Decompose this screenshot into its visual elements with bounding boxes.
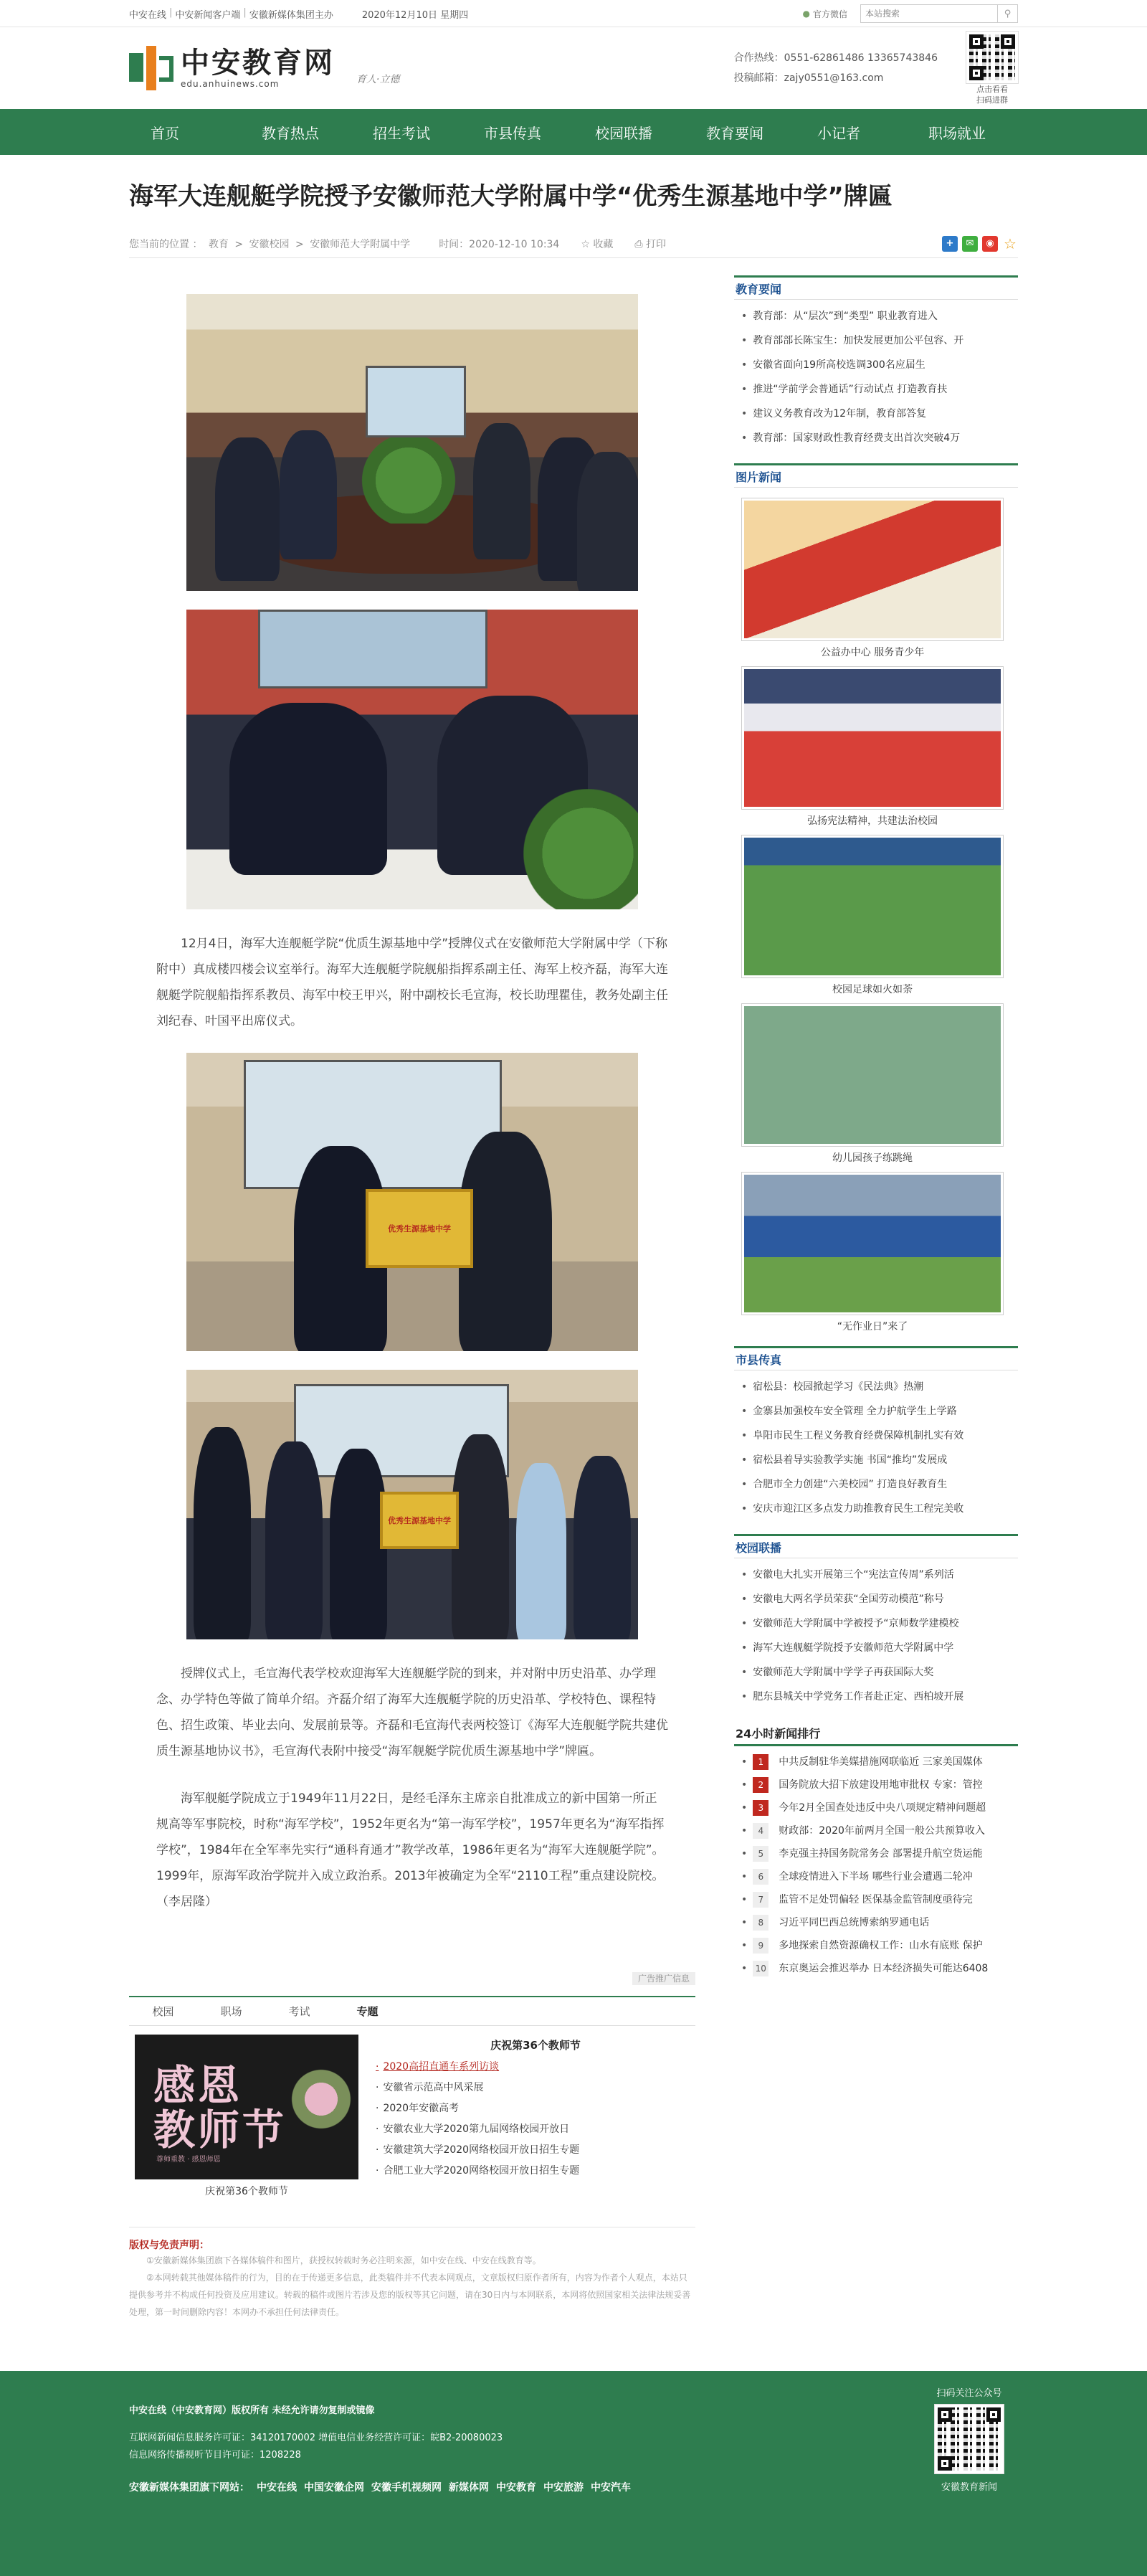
rank-number: • 9 bbox=[753, 1938, 768, 1954]
top-link-group[interactable]: 安徽新媒体集团主办 bbox=[249, 9, 333, 21]
list-item[interactable]: • 宿松县着导实验教学实施 书国“推均”发展成 bbox=[741, 1448, 1018, 1472]
list-item[interactable]: • 安徽师范大学附属中学被授予“京师数学建模校 bbox=[741, 1611, 1018, 1636]
plaque-image: 优秀生源基地中学 bbox=[380, 1492, 459, 1549]
ad-tag bbox=[129, 1971, 695, 1984]
breadcrumb-sep: > bbox=[234, 238, 244, 250]
list-item[interactable]: • 安庆市迎江区多点发力助推教育民生工程完美收 bbox=[741, 1497, 1018, 1521]
rank-item[interactable] bbox=[741, 1957, 1018, 1980]
footer-qr-top: 扫码关注公众号 bbox=[936, 2388, 1002, 2399]
footer-link[interactable]: 中安旅游 bbox=[543, 2482, 584, 2494]
breadcrumb-campus[interactable]: 安徽校园 bbox=[249, 238, 290, 250]
footer-qr-bottom: 安徽教育新闻 bbox=[941, 2482, 997, 2493]
list-item[interactable]: • 推进“学前学会普通话”行动试点 打造教育扶 bbox=[741, 377, 1018, 402]
campus-title: 校园联播 bbox=[736, 1540, 782, 1555]
rank-item[interactable] bbox=[741, 1865, 1018, 1888]
list-item[interactable]: • 教育部：国家财政性教育经费支出首次突破4万 bbox=[741, 426, 1018, 450]
site-footer bbox=[0, 2371, 1147, 2576]
pic-news-item[interactable] bbox=[741, 835, 1004, 996]
rank-item[interactable] bbox=[741, 1751, 1018, 1774]
nav-hot[interactable]: 教育热点 bbox=[262, 124, 319, 142]
email: 投稿邮箱：zajy0551@163.com bbox=[733, 72, 884, 84]
list-item[interactable]: • 安徽电大扎实开展第三个“宪法宣传周”系列活 bbox=[741, 1563, 1018, 1587]
nav-news[interactable]: 教育要闻 bbox=[706, 124, 763, 142]
photo-meeting bbox=[186, 294, 638, 591]
edu-news-box bbox=[734, 275, 1018, 450]
top-sep: | bbox=[169, 6, 173, 18]
rank-number: • 6 bbox=[753, 1869, 768, 1885]
rank-text: 东京奥运会推迟举办 日本经济损失可能达6408 bbox=[779, 1963, 989, 1974]
photo-plaque bbox=[186, 1053, 638, 1351]
article-title: 海军大连舰艇学院授予安徽师范大学附属中学“优秀生源基地中学”牌匾 bbox=[129, 182, 893, 211]
wechat-share-icon[interactable]: ✉ bbox=[962, 236, 978, 252]
pic-news-caption: “无作业日”来了 bbox=[837, 1321, 908, 1332]
qr-code-icon bbox=[966, 32, 1018, 83]
pic-news-caption: 校园足球如火如荼 bbox=[832, 984, 913, 995]
pic-news-item[interactable] bbox=[741, 1003, 1004, 1165]
nav-career[interactable]: 职场就业 bbox=[928, 124, 986, 142]
publish-time: 时间：2020-12-10 10:34 bbox=[439, 238, 560, 250]
list-item[interactable]: · 2020年安徽高考 bbox=[376, 2098, 695, 2119]
rank-title: 24小时新闻排行 bbox=[736, 1727, 821, 1741]
list-item[interactable]: • 教育部：从“层次”到“类型” 职业教育进入 bbox=[741, 304, 1018, 328]
rank-text: 全球疫情进入下半场 哪些行业会遭遇二轮冲 bbox=[779, 1871, 973, 1883]
qr-caption-1: 点击看看 bbox=[976, 85, 1008, 94]
rank-item[interactable] bbox=[741, 1888, 1018, 1911]
list-item[interactable]: · 安徽省示范高中风采展 bbox=[376, 2078, 695, 2098]
teachers-day-subtext: 尊师重教 · 感恩师恩 bbox=[156, 2156, 221, 2164]
share-bar bbox=[942, 236, 1018, 252]
footer-link[interactable]: 新媒体网 bbox=[449, 2482, 489, 2494]
rank-text: 中共反制驻华美媒措施网联临近 三家美国媒体 bbox=[779, 1756, 983, 1768]
county-title: 市县传真 bbox=[736, 1353, 782, 1367]
special-list bbox=[376, 2035, 695, 2195]
weixin-link[interactable] bbox=[803, 8, 848, 20]
tab-exam[interactable]: 考试 bbox=[288, 2005, 310, 2018]
weibo-share-icon[interactable]: ◉ bbox=[982, 236, 998, 252]
footer-link[interactable]: 中安在线 bbox=[257, 2482, 297, 2494]
nav-home[interactable]: 首页 bbox=[151, 124, 179, 142]
edu-news-title: 教育要闻 bbox=[736, 282, 782, 296]
search-input[interactable] bbox=[861, 5, 997, 22]
nav-county[interactable]: 市县传真 bbox=[484, 124, 541, 142]
copyright-line: ①安徽新媒体集团旗下各媒体稿件和图片，获授权转载时务必注明来源，如中安在线、中安在线教育等。 bbox=[146, 2255, 541, 2265]
rank-text: 财政部：2020年前两月全国一般公共预算收入 bbox=[779, 1825, 985, 1837]
footer-license-2: 信息网络传播视听节目许可证：1208228 bbox=[129, 2450, 301, 2461]
photo-group bbox=[186, 1370, 638, 1639]
favorite-button[interactable]: ☆ 收藏 bbox=[581, 238, 614, 250]
footer-link[interactable]: 中安教育 bbox=[496, 2482, 536, 2494]
footer-link[interactable]: 中国安徽企网 bbox=[304, 2482, 364, 2494]
logo-slogan: 育人·立德 bbox=[356, 74, 400, 85]
pic-news-caption: 幼儿园孩子练跳绳 bbox=[832, 1152, 913, 1164]
ad-tag-label: 广告推广信息 bbox=[632, 1972, 695, 1985]
rank-text: 多地探索自然资源确权工作：山水有底账 保护 bbox=[779, 1940, 983, 1951]
rank-text: 李克强主持国务院常务会 部署提升航空货运能 bbox=[779, 1848, 983, 1860]
footer-links bbox=[129, 2480, 1018, 2494]
top-date: 2020年12月10日 星期四 bbox=[361, 9, 469, 21]
paragraph-2: 授牌仪式上，毛宣海代表学校欢迎海军大连舰艇学院的到来，并对附中历史沿革、办学理念、办学特色等做了简单介绍。齐磊介绍了海军大连舰艇学院的历史沿革、学校特色、课程特色、招生政策、毕业去向、发展前景等。齐磊和毛宣海代表两校签订《海军大连舰艇学院共建优质生源基地协议书》，毛宣海代表附中接受“海军舰艇学院优质生源基地中学”牌匾。 bbox=[156, 1667, 668, 1758]
list-item[interactable]: • 阜阳市民生工程义务教育经费保障机制扎实有效 bbox=[741, 1424, 1018, 1448]
teachers-day-image bbox=[135, 2035, 358, 2179]
list-item[interactable]: • 肥东县城关中学党务工作者赴正定、西柏坡开展 bbox=[741, 1685, 1018, 1709]
rank-text: 监管不足处罚偏轻 医保基金监管制度亟待完 bbox=[779, 1894, 973, 1905]
rank-number: • 10 bbox=[753, 1961, 768, 1976]
breadcrumb-sep: > bbox=[295, 238, 304, 250]
rank-number: • 5 bbox=[753, 1846, 768, 1862]
top-bar bbox=[0, 0, 1147, 27]
rank-item[interactable] bbox=[741, 1774, 1018, 1796]
rank-number: • 8 bbox=[753, 1915, 768, 1931]
list-item[interactable]: • 金寨县加强校车安全管理 全力护航学生上学路 bbox=[741, 1399, 1018, 1424]
rank-item[interactable] bbox=[741, 1934, 1018, 1957]
qr-code-icon bbox=[935, 2405, 1004, 2473]
main-nav bbox=[0, 109, 1147, 155]
copyright-line: ②本网转载其他媒体稿件的行为，目的在于传递更多信息，此类稿件并不代表本网观点，文章版权归原作者所有，内容为作者个人观点，本站只提供参考并不构成任何投资及应用建议。转载的稿件或图片若涉及您的版权等其它问题，请在30日内与本网联系，本网将依照国家相关法律法规妥善处理，第一时间删除内容！本网办不承担任何法律责任。 bbox=[129, 2273, 691, 2317]
print-button[interactable]: ⎙ 打印 bbox=[634, 238, 667, 250]
tab-campus[interactable]: 校园 bbox=[152, 2005, 174, 2018]
rank-item[interactable] bbox=[741, 1819, 1018, 1842]
teachers-day-title: 感恩 教师节 bbox=[153, 2061, 287, 2154]
footer-copyright: 中安在线（中安教育网）版权所有 未经允许请勿复制或镜像 bbox=[129, 2405, 375, 2416]
tab-header bbox=[129, 1997, 695, 2026]
rank-number: • 7 bbox=[753, 1892, 768, 1908]
site-header bbox=[0, 27, 1147, 109]
list-item[interactable]: · 2020高招直通车系列访谈 bbox=[376, 2057, 695, 2078]
rank-text: 今年2月全国查处违反中央八项规定精神问题超 bbox=[779, 1802, 986, 1814]
breadcrumb bbox=[129, 237, 413, 251]
sidebar bbox=[734, 275, 1018, 2321]
rank-box bbox=[734, 1722, 1018, 1980]
list-item[interactable]: · 安徽农业大学2020第九届网络校园开放日 bbox=[376, 2119, 695, 2140]
footer-license-1: 互联网新闻信息服务许可证：34120170002 增值电信业务经营许可证：皖B2-20080023 bbox=[129, 2433, 503, 2443]
pic-news-title: 图片新闻 bbox=[736, 470, 782, 484]
pic-news-box bbox=[734, 463, 1018, 1333]
weixin-label: 官方微信 bbox=[812, 9, 847, 19]
pic-news-item[interactable] bbox=[741, 1172, 1004, 1333]
wechat-icon: ● bbox=[802, 9, 810, 19]
rank-number: • 2 bbox=[753, 1777, 768, 1793]
flower-graphic bbox=[287, 2056, 358, 2164]
special-feature[interactable] bbox=[135, 2035, 358, 2195]
photo-signing bbox=[186, 610, 638, 909]
site-search bbox=[860, 4, 1018, 23]
site-logo[interactable] bbox=[129, 46, 335, 90]
breadcrumb-label: 您当前的位置 ： bbox=[129, 238, 203, 250]
breadcrumb-school[interactable]: 安徽师范大学附属中学 bbox=[310, 238, 411, 250]
county-box bbox=[734, 1346, 1018, 1521]
list-item[interactable]: • 宿松县：校园掀起学习《民法典》热潮 bbox=[741, 1375, 1018, 1399]
copyright-notice bbox=[129, 2227, 695, 2321]
top-link-client[interactable]: 中安新闻客户端 bbox=[175, 9, 241, 21]
top-links bbox=[129, 7, 333, 21]
list-item[interactable]: · 合肥工业大学2020网络校园开放日招生专题 bbox=[376, 2161, 695, 2182]
list-item[interactable]: • 教育部部长陈宝生：加快发展更加公平包容、开 bbox=[741, 328, 1018, 353]
footer-link[interactable]: 中安汽车 bbox=[591, 2482, 631, 2494]
list-item[interactable]: · 安徽建筑大学2020网络校园开放日招生专题 bbox=[376, 2140, 695, 2161]
list-item[interactable]: • 建议义务教育改为12年制，教育部答复 bbox=[741, 402, 1018, 426]
nav-reporter[interactable]: 小记者 bbox=[817, 124, 860, 142]
rank-number: • 1 bbox=[753, 1754, 768, 1770]
list-item[interactable]: • 安徽省面向19所高校选调300名应届生 bbox=[741, 353, 1018, 377]
campus-box bbox=[734, 1534, 1018, 1709]
search-icon[interactable]: ⚲ bbox=[997, 5, 1017, 22]
logo-url: edu.anhuinews.com bbox=[181, 79, 280, 89]
hotline: 合作热线：0551-62861486 13365743846 bbox=[733, 52, 938, 64]
breadcrumb-edu[interactable]: 教育 bbox=[208, 238, 229, 250]
rank-text: 习近平同巴西总统博索纳罗通电话 bbox=[779, 1917, 930, 1928]
pic-news-caption: 弘扬宪法精神，共建法治校园 bbox=[807, 815, 938, 827]
article-body bbox=[129, 275, 695, 2321]
tab-career[interactable]: 职场 bbox=[220, 2005, 242, 2018]
rank-item[interactable] bbox=[741, 1842, 1018, 1865]
top-link-zhongan[interactable]: 中安在线 bbox=[129, 9, 167, 21]
contact-info bbox=[734, 48, 938, 88]
tab-special[interactable]: 专题 bbox=[356, 2005, 379, 2018]
copyright-heading: 版权与免责声明： bbox=[129, 2240, 209, 2251]
paragraph-1: 12月4日，海军大连舰艇学院“优质生源基地中学”授牌仪式在安徽师范大学附属中学（下称附中）真成楼四楼会议室举行。海军大连舰艇学院舰船指挥系副主任、海军上校齐磊，海军大连舰艇学院舰船指挥系教员、海军中校王甲兴，附中副校长毛宣海，校长助理瞿佳，教务处副主任刘纪春、叶国平出席仪式。 bbox=[156, 937, 668, 1028]
paragraph-3: 海军舰艇学院成立于1949年11月22日，是经毛泽东主席亲自批准成立的新中国第一所正规高等军事院校，时称“海军学校”，1952年更名为“第一海军学校”，1957年更名为“海军指挥学校”，1984年在全军率先实行“通科育通才”教学改革，1986年更名为“海军大连舰艇学院”。1999年，原海军政治学院并入成立政治系。2013年被确定为全军“2110工程”重点建设院校。（李居隆） bbox=[156, 1791, 665, 1909]
rank-number: • 4 bbox=[753, 1823, 768, 1839]
list-item[interactable]: • 安徽师范大学附属中学学子再获国际大奖 bbox=[741, 1660, 1018, 1685]
feature-caption: 庆祝第36个教师节 bbox=[205, 2186, 288, 2197]
logo-icon bbox=[129, 46, 173, 90]
pic-news-item[interactable] bbox=[741, 498, 1004, 659]
nav-campus[interactable]: 校园联播 bbox=[595, 124, 652, 142]
logo-name: 中安教育网 bbox=[181, 46, 335, 80]
special-list-title: 庆祝第36个教师节 bbox=[490, 2039, 581, 2052]
list-item[interactable]: • 海军大连舰艇学院授予安徽师范大学附属中学 bbox=[741, 1636, 1018, 1660]
footer-link[interactable]: 安徽手机视频网 bbox=[371, 2482, 442, 2494]
nav-exam[interactable]: 招生考试 bbox=[373, 124, 430, 142]
rank-item[interactable] bbox=[741, 1796, 1018, 1819]
rank-text: 国务院放大招下放建设用地审批权 专家：管控 bbox=[779, 1779, 983, 1791]
rank-item[interactable] bbox=[741, 1911, 1018, 1934]
top-sep: | bbox=[243, 6, 247, 18]
article-meta bbox=[129, 229, 1018, 258]
qr-caption-2: 扫码进群 bbox=[976, 95, 1008, 105]
pic-news-caption: 公益办中心 服务青少年 bbox=[820, 647, 925, 658]
rank-number: • 3 bbox=[753, 1800, 768, 1816]
topic-tabs bbox=[129, 1996, 695, 2195]
plaque-image: 优秀生源基地中学 bbox=[366, 1189, 473, 1268]
tab-panel bbox=[129, 2026, 695, 2195]
header-qr bbox=[966, 32, 1018, 105]
list-item[interactable]: • 安徽电大两名学员荣获“全国劳动模范”称号 bbox=[741, 1587, 1018, 1611]
pic-news-item[interactable] bbox=[741, 666, 1004, 828]
footer-qr bbox=[935, 2385, 1004, 2493]
footer-links-label: 安徽新媒体集团旗下网站： bbox=[129, 2482, 249, 2494]
list-item[interactable]: • 合肥市全力创建“六美校园” 打造良好教育生 bbox=[741, 1472, 1018, 1497]
share-plus-icon[interactable]: + bbox=[942, 236, 958, 252]
star-share-icon[interactable]: ☆ bbox=[1002, 236, 1018, 252]
